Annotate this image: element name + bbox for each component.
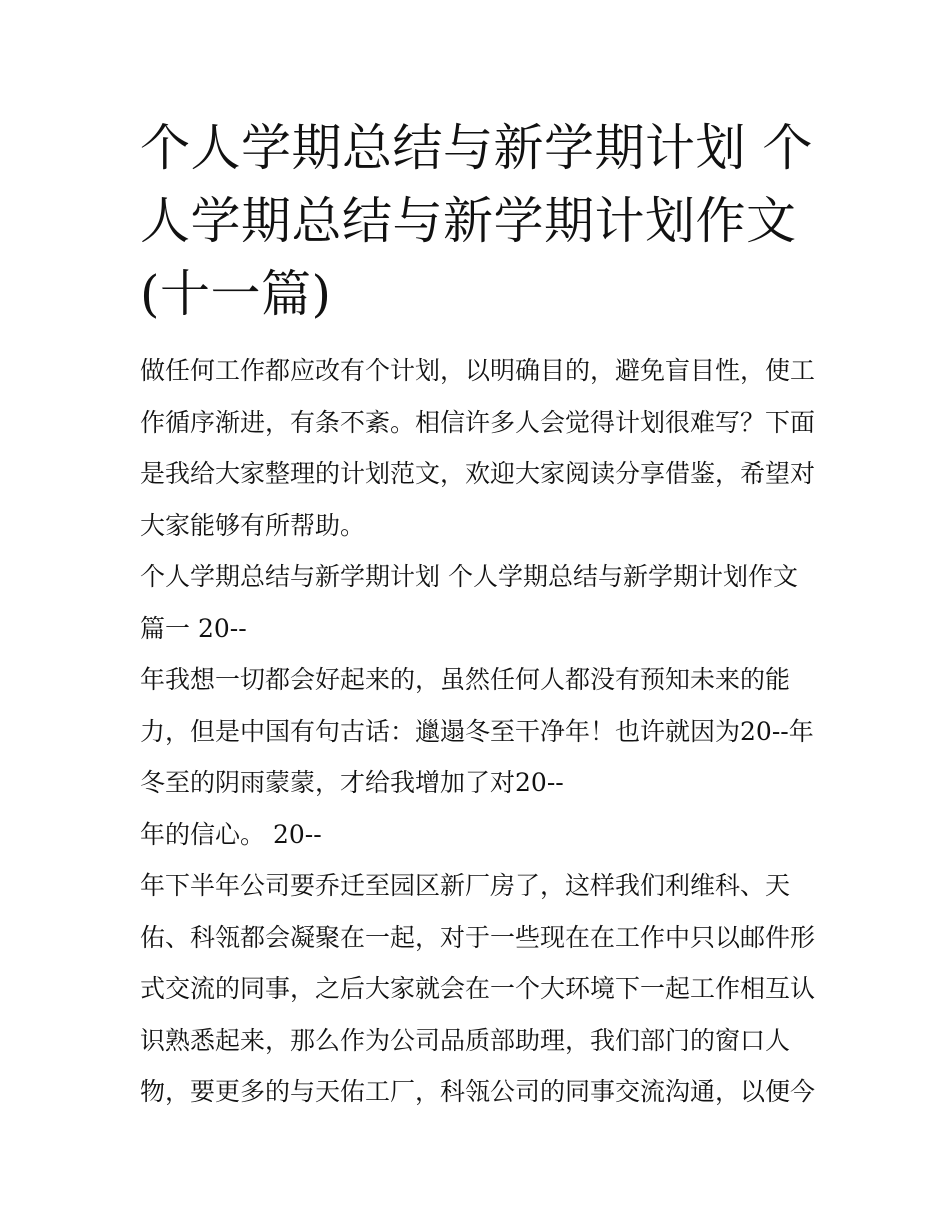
body-line: 佑、科瓴都会凝聚在一起，对于一些现在在工作中只以邮件形 <box>140 922 816 952</box>
body-line: 大家能够有所帮助。 <box>140 510 366 540</box>
body-line: 力，但是中国有句古话：邋遢冬至干净年！也许就因为20--年 <box>140 716 814 746</box>
body-line: 冬至的阴雨蒙蒙，才给我增加了对20-- <box>140 768 564 797</box>
body-line: 年的信心。 20-- <box>140 819 322 849</box>
body-line: 是我给大家整理的计划范文，欢迎大家阅读分享借鉴，希望对 <box>140 459 816 488</box>
body-line: 个人学期总结与新学期计划 个人学期总结与新学期计划作文 <box>140 562 798 591</box>
body-line: 篇一 20-- <box>140 613 247 643</box>
document-body <box>140 345 815 1118</box>
body-line: 做任何工作都应改有个计划，以明确目的，避免盲目性，使工 <box>140 356 816 385</box>
document-page <box>140 112 815 1118</box>
body-line: 年下半年公司要乔迁至园区新厂房了，这样我们利维科、天 <box>140 871 791 900</box>
body-line: 识熟悉起来，那么作为公司品质部助理，我们部门的窗口人 <box>140 1025 791 1055</box>
body-line: 作循序渐进，有条不紊。相信许多人会觉得计划很难写？下面 <box>140 407 816 437</box>
body-line: 物，要更多的与天佑工厂，科瓴公司的同事交流沟通，以便今 <box>140 1077 816 1106</box>
document-title: 个人学期总结与新学期计划 个 人学期总结与新学期计划作文 (十一篇) <box>140 119 813 323</box>
body-line: 年我想一切都会好起来的，虽然任何人都没有预知未来的能 <box>140 665 791 694</box>
body-line: 式交流的同事，之后大家就会在一个大环境下一起工作相互认 <box>140 974 816 1003</box>
